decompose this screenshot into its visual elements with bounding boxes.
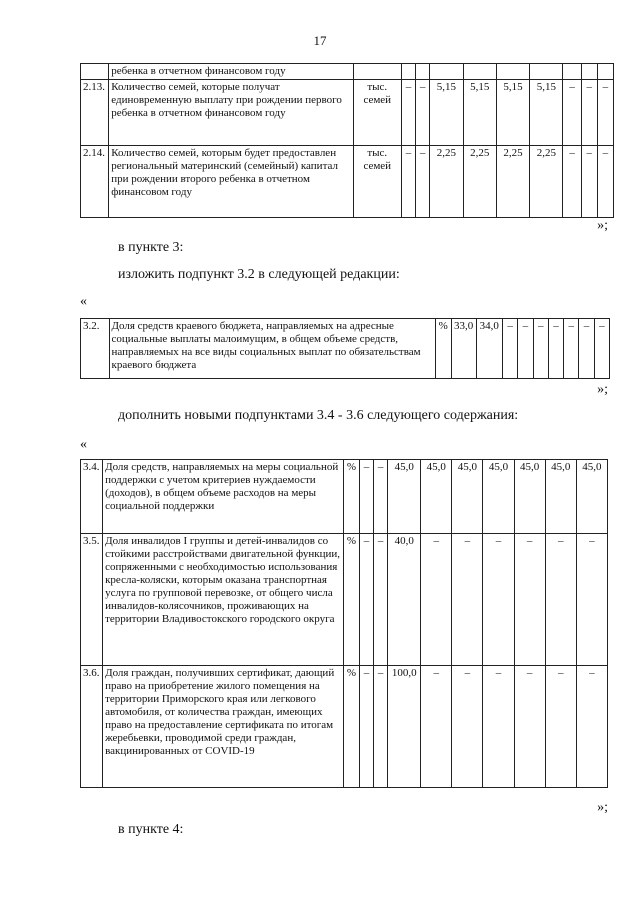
row-value: 45,0: [388, 460, 421, 534]
row-value: –: [452, 666, 483, 788]
continuation-text: ребенка в отчетном финансовом году: [109, 64, 353, 80]
row-value: –: [514, 666, 545, 788]
row-number: 3.4.: [81, 460, 103, 534]
row-value: –: [374, 666, 388, 788]
paragraph-add-3-4-3-6: дополнить новыми подпунктами 3.4 - 3.6 следующего содержания:: [118, 408, 519, 423]
row-text: Доля инвалидов I группы и детей-инвалидов со стойкими расстройствами двигательной функции, сопряженными с необходимостью использования кресла-коляски, которым оказана транспортная услуга по групповой перевозке, от общего числа инвалидов-колясочников, проживающих на территории Владивостокского городского округа: [103, 534, 344, 666]
page-number: 17: [313, 33, 327, 48]
row-value: –: [597, 146, 613, 218]
row-number: 3.6.: [81, 666, 103, 788]
row-value: 45,0: [483, 460, 514, 534]
row-value: –: [452, 534, 483, 666]
row-value: –: [548, 319, 563, 379]
table-indicators-3-4-3-6: [80, 459, 608, 788]
row-value: –: [416, 80, 430, 146]
row-value: –: [483, 534, 514, 666]
row-value: –: [533, 319, 548, 379]
table-row: [81, 460, 608, 534]
row-unit: %: [343, 460, 359, 534]
row-value: 2,25: [530, 146, 563, 218]
row-value: –: [581, 146, 597, 218]
row-number: 2.13.: [81, 80, 109, 146]
row-unit: %: [343, 666, 359, 788]
paragraph-restate-3-2: изложить подпункт 3.2 в следующей редакции:: [118, 267, 400, 282]
row-value: –: [374, 534, 388, 666]
opening-quote-2: «: [80, 437, 87, 452]
row-unit: тыс. семей: [353, 80, 401, 146]
table-row: [81, 64, 614, 80]
row-value: –: [503, 319, 518, 379]
row-value: –: [421, 534, 452, 666]
table-row: [81, 80, 614, 146]
row-value: 45,0: [421, 460, 452, 534]
row-value: –: [374, 460, 388, 534]
row-value: 40,0: [388, 534, 421, 666]
row-value: 5,15: [463, 80, 496, 146]
table-indicators-2: [80, 63, 614, 218]
closing-quote-3: »;: [597, 800, 608, 815]
row-value: –: [483, 666, 514, 788]
row-unit: %: [435, 319, 451, 379]
row-text: Количество семей, которые получат единовременную выплату при рождении первого ребенка в отчетном финансовом году: [109, 80, 353, 146]
row-value: 5,15: [530, 80, 563, 146]
row-value: –: [401, 80, 415, 146]
row-text: Доля средств краевого бюджета, направляемых на адресные социальные выплаты малоимущим, в общем объеме средств, направляемых на все виды социальных выплат по обязательствам краевого бюджета: [109, 319, 435, 379]
row-value: –: [579, 319, 594, 379]
row-value: –: [581, 80, 597, 146]
row-value: –: [401, 146, 415, 218]
row-value: 45,0: [576, 460, 607, 534]
row-value: –: [576, 666, 607, 788]
row-number: 3.5.: [81, 534, 103, 666]
paragraph-item-3: в пункте 3:: [118, 240, 184, 255]
row-value: 5,15: [430, 80, 463, 146]
row-value: –: [360, 460, 374, 534]
row-value: 2,25: [496, 146, 529, 218]
row-value: 2,25: [463, 146, 496, 218]
row-value: 33,0: [451, 319, 476, 379]
row-text: Доля граждан, получивших сертификат, дающий право на приобретение жилого помещения на территории Приморского края или легкового автомобиля, от количества граждан, имеющих право на предоставление сертификата по итогам жеребьевки, проводимой среди граждан, вакцинированных от COVID-19: [103, 666, 344, 788]
row-value: –: [518, 319, 533, 379]
table-row: [81, 534, 608, 666]
row-value: –: [594, 319, 609, 379]
closing-quote-1: »;: [597, 218, 608, 233]
closing-quote-2: »;: [597, 382, 608, 397]
row-value: 2,25: [430, 146, 463, 218]
row-unit: тыс. семей: [353, 146, 401, 218]
table-row: [81, 146, 614, 218]
row-value: 45,0: [452, 460, 483, 534]
row-value: –: [514, 534, 545, 666]
row-value: 100,0: [388, 666, 421, 788]
row-value: –: [564, 319, 579, 379]
row-value: –: [360, 534, 374, 666]
row-value: –: [416, 146, 430, 218]
table-row: [81, 319, 610, 379]
opening-quote-1: «: [80, 294, 87, 309]
row-unit: %: [343, 534, 359, 666]
paragraph-item-4: в пункте 4:: [118, 822, 184, 837]
row-value: 45,0: [514, 460, 545, 534]
row-value: 5,15: [496, 80, 529, 146]
row-number: 3.2.: [81, 319, 110, 379]
row-value: –: [576, 534, 607, 666]
row-text: Доля средств, направляемых на меры социальной поддержки с учетом критериев нуждаемости (доходов), в общем объеме расходов на меры социальной поддержки: [103, 460, 344, 534]
row-value: –: [597, 80, 613, 146]
row-value: –: [563, 146, 581, 218]
row-value: 45,0: [545, 460, 576, 534]
row-number: 2.14.: [81, 146, 109, 218]
table-row: [81, 666, 608, 788]
row-value: –: [360, 666, 374, 788]
row-value: –: [545, 666, 576, 788]
row-text: Количество семей, которым будет предоставлен региональный материнский (семейный) капитал при рождении второго ребенка в отчетном финансовом году: [109, 146, 353, 218]
row-value: –: [545, 534, 576, 666]
row-value: –: [421, 666, 452, 788]
row-value: –: [563, 80, 581, 146]
table-indicator-3-2: [80, 318, 610, 379]
row-value: 34,0: [476, 319, 502, 379]
